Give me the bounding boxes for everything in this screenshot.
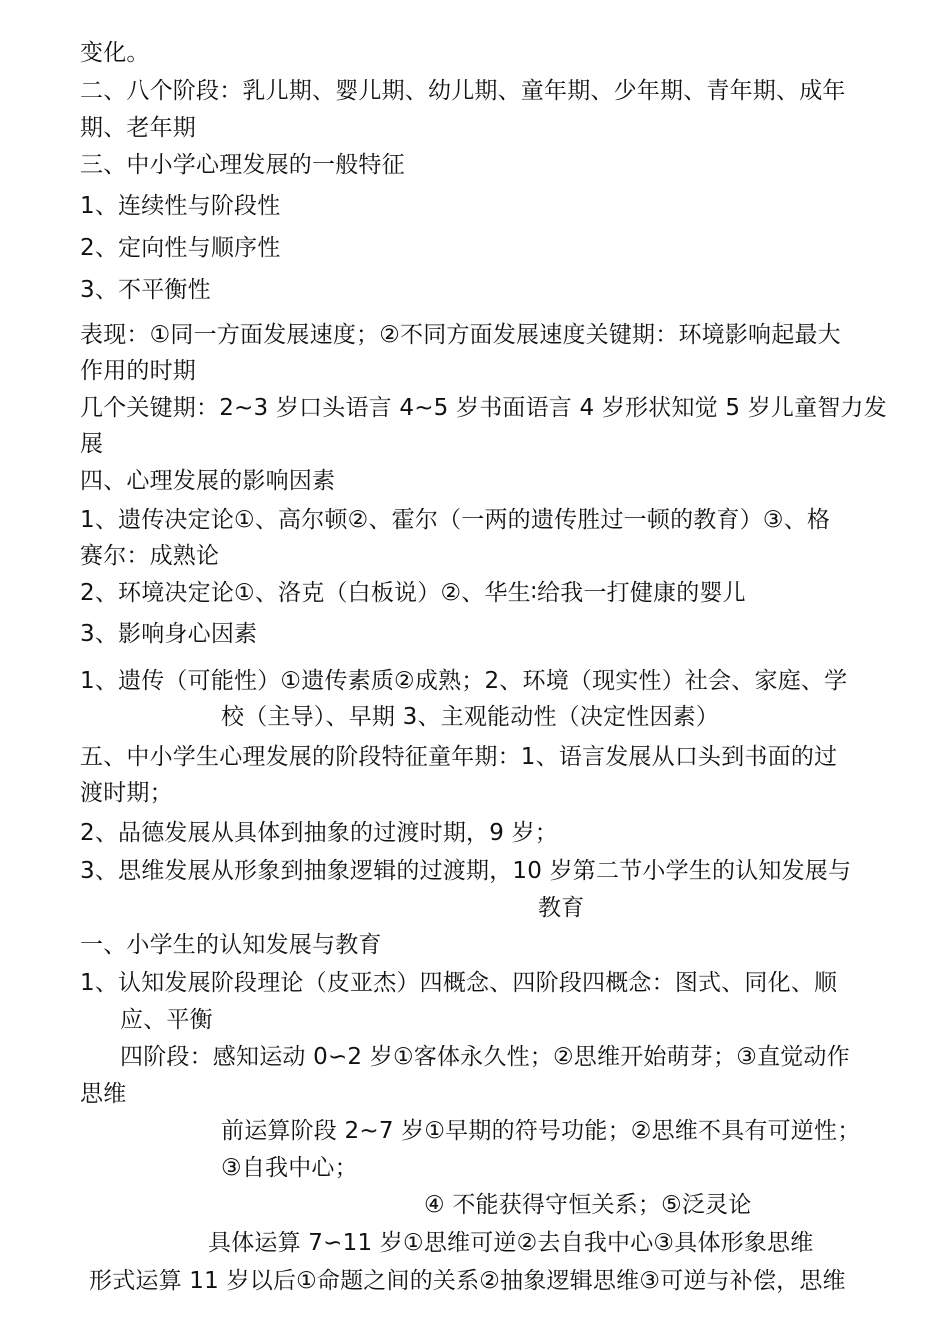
text-line: 期、老年期 [80, 115, 196, 141]
text-line: 1、遗传决定论①、高尔顿②、霍尔（一两的遗传胜过一顿的教育）③、格 [80, 507, 831, 533]
text-line: 四阶段：感知运动 0∽2 岁①客体永久性；②思维开始萌芽；③直觉动作 [120, 1044, 850, 1070]
text-line: 几个关键期：2~3 岁口头语言 4~5 岁书面语言 4 岁形状知觉 5 岁儿童智力发 [80, 395, 887, 421]
text-line: 作用的时期 [80, 358, 196, 384]
text-line: 教育 [538, 895, 585, 921]
text-line: 赛尔：成熟论 [80, 543, 220, 569]
text-line: 2、定向性与顺序性 [80, 235, 281, 261]
text-line: ③自我中心； [221, 1155, 358, 1181]
text-line: 前运算阶段 2~7 岁①早期的符号功能；②思维不具有可逆性； [221, 1118, 861, 1144]
text-line: 3、不平衡性 [80, 277, 211, 303]
text-line: 五、中小学生心理发展的阶段特征童年期：1、语言发展从口头到书面的过 [80, 744, 838, 770]
text-line: 1、认知发展阶段理论（皮亚杰）四概念、四阶段四概念：图式、同化、顺 [80, 970, 838, 996]
text-line: 1、遗传（可能性）①遗传素质②成熟；2、环境（现实性）社会、家庭、学 [80, 668, 848, 694]
text-line: 校（主导）、早期 3、主观能动性（决定性因素） [221, 704, 720, 730]
text-line: 1、连续性与阶段性 [80, 193, 281, 219]
text-line: 形式运算 11 岁以后①命题之间的关系②抽象逻辑思维③可逆与补偿，思维 [89, 1268, 846, 1294]
text-line: 3、影响身心因素 [80, 621, 258, 647]
text-line: 三、中小学心理发展的一般特征 [80, 152, 405, 178]
text-line: 2、品德发展从具体到抽象的过渡时期，9 岁； [80, 820, 558, 846]
text-line: 二、八个阶段：乳儿期、婴儿期、幼儿期、童年期、少年期、青年期、成年 [80, 78, 846, 104]
text-line: 应、平衡 [120, 1007, 213, 1033]
text-line: 渡时期； [80, 780, 173, 806]
text-line: 变化。 [80, 40, 150, 66]
text-line: 表现：①同一方面发展速度；②不同方面发展速度关键期：环境影响起最大 [80, 322, 841, 348]
text-line: 2、环境决定论①、洛克（白板说）②、华生∶给我一打健康的婴儿 [80, 580, 746, 606]
text-line: 具体运算 7∽11 岁①思维可逆②去自我中心③具体形象思维 [208, 1230, 814, 1256]
text-line: 四、心理发展的影响因素 [80, 468, 336, 494]
text-line: 3、思维发展从形象到抽象逻辑的过渡期，10 岁第二节小学生的认知发展与 [80, 858, 852, 884]
text-line: 一、小学生的认知发展与教育 [80, 932, 382, 958]
text-line: 展 [80, 431, 104, 457]
text-line: ④ 不能获得守恒关系；⑤泛灵论 [424, 1192, 752, 1218]
text-line: 思维 [80, 1081, 127, 1107]
